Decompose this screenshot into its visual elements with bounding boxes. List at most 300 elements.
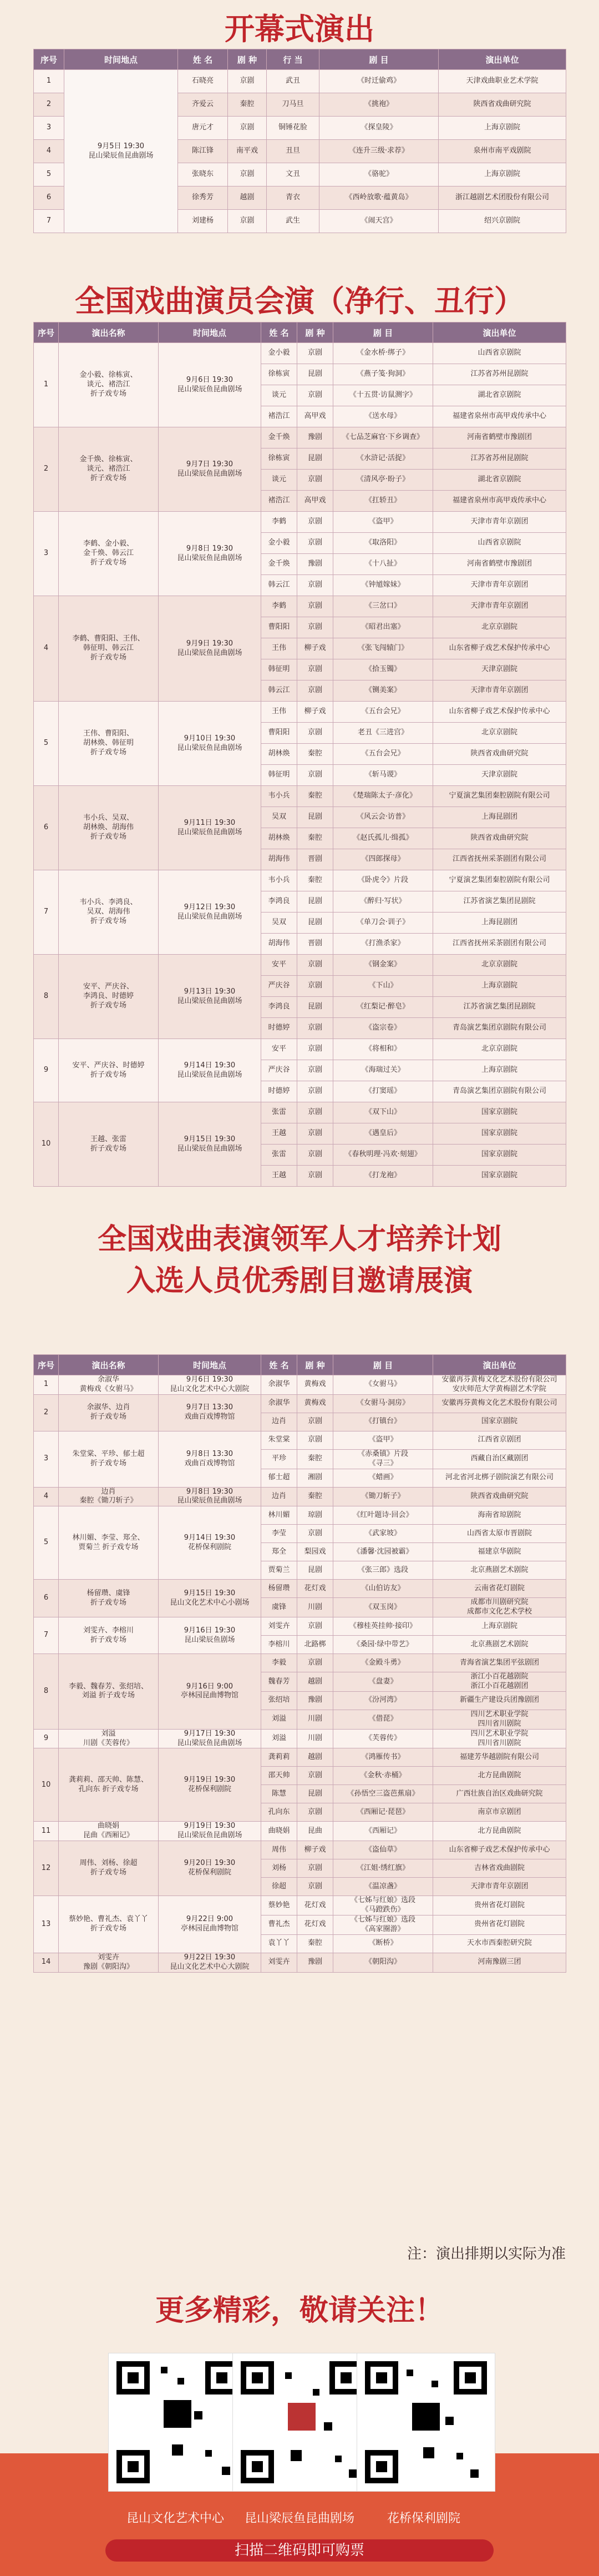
column-header: 剧 目 [333, 322, 433, 343]
table-cell: 川剧 [297, 1729, 333, 1748]
qr-code-3[interactable] [357, 2353, 495, 2491]
table-cell: 《红梨记·醉皂》 [333, 997, 433, 1018]
program-name: 刘雯卉、李榕川 折子戏专场 [59, 1617, 159, 1654]
table-cell: 《赵氏孤儿·缉孤》 [333, 828, 433, 849]
row-number: 1 [34, 70, 64, 93]
table-cell: 西藏自治区藏剧团 [433, 1449, 566, 1469]
row-number: 9 [34, 1039, 59, 1102]
table-cell: 京剧 [297, 1878, 333, 1896]
table-cell: 《探皇陵》 [319, 117, 439, 140]
table-cell: 京剧 [297, 596, 333, 617]
row-number: 2 [34, 1394, 59, 1431]
program-name: 林川媚、李莹、郑全、 贾菊兰 折子戏专场 [59, 1506, 159, 1580]
actor-title: 全国戏曲演员会演（净行、丑行） [75, 284, 524, 319]
table-cell: 《风云会·访普》 [333, 807, 433, 828]
column-header: 演出单位 [433, 322, 566, 343]
table-cell: 刘溢 [261, 1729, 297, 1748]
table-cell: 京剧 [297, 617, 333, 638]
table-cell: 《斩马谡》 [333, 765, 433, 786]
table-cell: 《昭君出塞》 [333, 617, 433, 638]
row-number: 5 [34, 163, 64, 186]
table-cell: 边肖 [261, 1413, 297, 1431]
table-cell: 陕西省戏曲研究院 [433, 744, 566, 765]
table-row [34, 1506, 566, 1525]
program-name: 安平、严庆谷、时德婷 折子戏专场 [59, 1039, 159, 1102]
table-cell: 高甲戏 [297, 406, 333, 427]
scan-to-buy[interactable]: 扫描二维码即可购票 [105, 2539, 494, 2562]
table-cell: 《断桥》 [333, 1934, 433, 1953]
table-cell: 湘剧 [297, 1469, 333, 1487]
table-cell: 青衣 [267, 186, 319, 210]
table-cell: 《挑袍》 [319, 93, 439, 117]
table-cell: 曹礼杰 [261, 1915, 297, 1935]
table-cell: 豫剧 [297, 1691, 333, 1710]
table-row [34, 596, 566, 617]
table-cell: 《温凉盏》 [333, 1878, 433, 1896]
table-cell: 上海京剧院 [433, 976, 566, 997]
table-cell: 昆剧 [297, 891, 333, 913]
table-row [34, 1431, 566, 1449]
column-header: 序号 [34, 49, 64, 70]
table-cell: 《鸿雁传书》 [333, 1748, 433, 1767]
table-row [34, 1617, 566, 1636]
program-name: 李鹤、金小毅、 金千焕、韩云江 折子戏专场 [59, 512, 159, 596]
table-cell: 安平 [261, 1039, 297, 1060]
time-place-cell: 9月7日 19:30 昆山梁辰鱼昆曲剧场 [159, 427, 261, 512]
table-cell: 张晓东 [178, 163, 228, 186]
table-cell: 《盗甲》 [333, 1431, 433, 1449]
table-cell: 陈江锋 [178, 140, 228, 163]
time-place-cell: 9月19日 19:30 昆山梁辰鱼昆曲剧场 [159, 1822, 261, 1841]
table-cell: 梨园戏 [297, 1543, 333, 1561]
table-cell: 上海京剧院 [439, 163, 566, 186]
table-cell: 山西省京剧院 [433, 343, 566, 364]
table-cell: 京剧 [297, 1617, 333, 1636]
table-cell: 京剧 [228, 117, 267, 140]
table-cell: 天津市青年京剧团 [433, 1878, 566, 1896]
column-header: 姓 名 [261, 322, 297, 343]
table-cell: 上海京剧院 [439, 117, 566, 140]
table-cell: 郑全 [261, 1543, 297, 1561]
row-number: 3 [34, 512, 59, 596]
talent-table [33, 1354, 566, 1973]
table-cell: 韩征明 [261, 765, 297, 786]
table-cell: 《打镇台》 [333, 1413, 433, 1431]
table-cell: 北京燕剧艺术剧院 [433, 1561, 566, 1580]
table-cell: 安平 [261, 955, 297, 976]
table-cell: 河南省鹤壁市豫剧团 [433, 554, 566, 575]
table-cell: 北京京剧院 [433, 955, 566, 976]
table-cell: 国家京剧院 [433, 1102, 566, 1123]
table-cell: 青海省演艺集团平弦剧团 [433, 1654, 566, 1672]
program-name: 曲晓娟 昆曲《西厢记》 [59, 1822, 159, 1841]
table-cell: 《打窦瑶》 [333, 1081, 433, 1102]
table-cell: 安徽再芬黄梅文化艺术股份有限公司 [433, 1394, 566, 1413]
table-cell: 《铡美案》 [333, 680, 433, 702]
actor-table [33, 322, 566, 1187]
table-cell: 湖北省京剧院 [433, 385, 566, 406]
table-cell: 京剧 [297, 385, 333, 406]
row-number: 11 [34, 1822, 59, 1841]
table-cell: 老丑《三进宫》 [333, 723, 433, 744]
table-cell: 《女驸马》 [333, 1375, 433, 1395]
row-number: 6 [34, 786, 59, 870]
table-cell: 徐栋寅 [261, 448, 297, 470]
table-cell: 陕西省戏曲研究院 [433, 1487, 566, 1506]
table-row [34, 1487, 566, 1506]
table-cell: 《朝阳沟》 [333, 1953, 433, 1972]
table-cell: 《海瑞过关》 [333, 1060, 433, 1081]
program-name: 金千焕、徐栋寅、 谈元、褚浩江 折子戏专场 [59, 427, 159, 512]
table-cell: 花灯戏 [297, 1896, 333, 1915]
time-place-cell: 9月12日 19:30 昆山梁辰鱼昆曲剧场 [159, 870, 261, 955]
table-cell: 柳子戏 [297, 1841, 333, 1859]
table-cell: 《五台会兄》 [333, 702, 433, 723]
time-place-cell: 9月6日 19:30 昆山梁辰鱼昆曲剧场 [159, 343, 261, 427]
table-cell: 《汾河湾》 [333, 1691, 433, 1710]
column-header: 剧 种 [297, 1355, 333, 1375]
table-cell: 昆剧 [297, 807, 333, 828]
table-cell: 京剧 [297, 1123, 333, 1145]
program-name: 刘溢 川剧《芙蓉传》 [59, 1729, 159, 1748]
column-header: 剧 目 [333, 1355, 433, 1375]
table-cell: 胡海伟 [261, 934, 297, 955]
table-row [34, 870, 566, 891]
time-place-cell: 9月11日 19:30 昆山梁辰鱼昆曲剧场 [159, 786, 261, 870]
table-cell: 余淑华 [261, 1375, 297, 1395]
column-header: 演出名称 [59, 1355, 159, 1375]
program-name: 朱堂棠、平珍、郁士超 折子戏专场 [59, 1431, 159, 1487]
table-cell: 京剧 [297, 1431, 333, 1449]
table-cell: 昆剧 [297, 997, 333, 1018]
table-cell: 黄梅戏 [297, 1394, 333, 1413]
table-cell: 南京市京剧团 [433, 1803, 566, 1822]
table-cell: 京剧 [297, 1145, 333, 1166]
time-place-cell: 9月14日 19:30 昆山梁辰鱼昆曲剧场 [159, 1039, 261, 1102]
table-cell: 海南省琼剧院 [433, 1506, 566, 1525]
table-row [34, 1394, 566, 1413]
table-cell: 《五台会兄》 [333, 744, 433, 765]
table-cell: 《取洛阳》 [333, 533, 433, 554]
table-row [34, 1375, 566, 1395]
row-number: 3 [34, 117, 64, 140]
table-cell: 豫剧 [297, 554, 333, 575]
table-cell: 李鹤 [261, 596, 297, 617]
table-cell: 浙江越剧艺术团股份有限公司 [439, 186, 566, 210]
table-cell: 贵州省花灯剧院 [433, 1915, 566, 1935]
time-place-cell: 9月8日 19:30 昆山梁辰鱼昆曲剧场 [159, 1487, 261, 1506]
program-name: 金小毅、徐栋寅、 谈元、褚浩江 折子戏专场 [59, 343, 159, 427]
table-cell: 《武家坡》 [333, 1525, 433, 1543]
time-place-cell: 9月15日 19:30 昆山文化艺术中心小剧场 [159, 1580, 261, 1617]
row-number: 4 [34, 596, 59, 702]
row-number: 10 [34, 1748, 59, 1822]
table-cell: 山东省柳子戏艺术保护传承中心 [433, 638, 566, 659]
table-cell: 京剧 [297, 1102, 333, 1123]
table-cell: 昆剧 [297, 364, 333, 385]
table-cell: 《潘馨·沈园被霸》 [333, 1543, 433, 1561]
table-cell: 江苏省苏州昆剧院 [433, 364, 566, 385]
table-cell: 天水市西秦腔研究院 [433, 1934, 566, 1953]
qr-code-2[interactable] [233, 2353, 370, 2491]
row-number: 4 [34, 1487, 59, 1506]
row-number: 1 [34, 1375, 59, 1395]
table-cell: 《山伯访友》 [333, 1580, 433, 1598]
talent-title-2: 入选人员优秀剧目邀请展演 [126, 1264, 473, 1298]
time-place-cell: 9月22日 9:00 亭林园昆曲博物馆 [159, 1896, 261, 1953]
table-cell: 《七姊与红娘》选段 《马蹬跌伤》 [333, 1896, 433, 1915]
table-cell: 福建省泉州市高甲戏传承中心 [433, 406, 566, 427]
row-number: 4 [34, 140, 64, 163]
table-cell: 上海昆剧团 [433, 807, 566, 828]
table-row [34, 702, 566, 723]
table-row [34, 786, 566, 807]
table-cell: 天津市青年京剧团 [433, 575, 566, 596]
table-cell: 《盗仙草》 [333, 1841, 433, 1859]
table-cell: 京剧 [228, 70, 267, 93]
table-cell: 《双玉岗》 [333, 1598, 433, 1617]
table-cell: 北京京剧院 [433, 617, 566, 638]
row-number: 6 [34, 186, 64, 210]
table-cell: 余淑华 [261, 1394, 297, 1413]
table-cell: 花灯戏 [297, 1580, 333, 1598]
table-cell: 越剧 [297, 1748, 333, 1767]
table-cell: 贵州省花灯剧院 [433, 1896, 566, 1915]
row-number: 9 [34, 1729, 59, 1748]
table-header-row [34, 322, 566, 343]
table-cell: 邵天帅 [261, 1767, 297, 1785]
time-place-cell: 9月16日 19:30 昆山梁辰鱼剧场 [159, 1617, 261, 1654]
table-cell: 《清风亭·盼子》 [333, 470, 433, 491]
row-number: 10 [34, 1102, 59, 1187]
table-cell: 《双下山》 [333, 1102, 433, 1123]
table-cell: 江苏省苏州昆剧院 [433, 448, 566, 470]
table-cell: 京剧 [297, 765, 333, 786]
row-number: 6 [34, 1580, 59, 1617]
time-place-cell: 9月14日 19:30 花桥保利剧院 [159, 1506, 261, 1580]
table-cell: 晋剧 [297, 849, 333, 870]
table-cell: 《江姐·绣红旗》 [333, 1859, 433, 1878]
table-cell: 天津市青年京剧团 [433, 596, 566, 617]
table-cell: 唐元才 [178, 117, 228, 140]
table-cell: 成都市川剧研究院 成都市文化艺术学校 [433, 1598, 566, 1617]
table-cell: 《盗甲》 [333, 512, 433, 533]
table-cell: 四川艺术职业学院 四川省川剧院 [433, 1729, 566, 1748]
table-cell: 陕西省戏曲研究院 [439, 93, 566, 117]
table-cell: 《张三郎》选段 [333, 1561, 433, 1580]
table-cell: 李鸿良 [261, 891, 297, 913]
table-cell: 北京京剧院 [433, 723, 566, 744]
program-name: 韦小兵、李鸿良、 吴双、胡海伟 折子戏专场 [59, 870, 159, 955]
table-cell: 福建芳华越剧院有限公司 [433, 1748, 566, 1767]
table-cell: 《张飞闯辕门》 [333, 638, 433, 659]
table-cell: 陕西省戏曲研究院 [433, 828, 566, 849]
table-cell: 《春秋明理·冯欢·刻翅》 [333, 1145, 433, 1166]
time-place-cell: 9月15日 19:30 昆山梁辰鱼昆曲剧场 [159, 1102, 261, 1187]
table-cell: 京剧 [297, 1859, 333, 1878]
table-row [34, 955, 566, 976]
table-cell: 国家京剧院 [433, 1413, 566, 1431]
table-cell: 《十五贯·访鼠测字》 [333, 385, 433, 406]
table-cell: 青岛演艺集团京剧院有限公司 [433, 1018, 566, 1039]
qr-label-1: 昆山文化艺术中心 [126, 2512, 224, 2525]
table-cell: 京剧 [297, 1525, 333, 1543]
table-cell: 蔡妙艳 [261, 1896, 297, 1915]
table-cell: 韦小兵 [261, 786, 297, 807]
table-cell: 秦腔 [297, 828, 333, 849]
table-cell: 严庆谷 [261, 976, 297, 997]
table-cell: 孔向东 [261, 1803, 297, 1822]
time-place-cell: 9月6日 19:30 昆山文化艺术中心大剧院 [159, 1375, 261, 1395]
table-cell: 《水浒记·活捉》 [333, 448, 433, 470]
table-cell: 天津京剧院 [433, 659, 566, 680]
program-name: 李毅、魏春芳、张绍培、 刘溢 折子戏专场 [59, 1654, 159, 1730]
table-cell: 上海京剧院 [433, 1060, 566, 1081]
column-header: 剧 种 [228, 49, 267, 70]
table-cell: 曲晓娟 [261, 1822, 297, 1841]
table-cell: 平珍 [261, 1449, 297, 1469]
row-number: 7 [34, 210, 64, 233]
table-cell: 《十八扯》 [333, 554, 433, 575]
table-cell: 《盗宗卷》 [333, 1018, 433, 1039]
table-cell: 金小毅 [261, 533, 297, 554]
table-cell: 秦腔 [297, 744, 333, 765]
table-cell: 《金秋·赤桶》 [333, 1767, 433, 1785]
table-cell: 川剧 [297, 1710, 333, 1729]
time-place-cell: 9月20日 19:30 花桥保利剧院 [159, 1841, 261, 1896]
table-cell: 褚浩江 [261, 406, 297, 427]
program-name: 王越、张雷 折子戏专场 [59, 1102, 159, 1187]
table-cell: 京剧 [297, 1767, 333, 1785]
table-cell: 《七姊与红娘》选段 《高家圈游》 [333, 1915, 433, 1935]
time-place-cell: 9月9日 19:30 昆山梁辰鱼昆曲剧场 [159, 596, 261, 702]
table-cell: 褚浩江 [261, 491, 297, 512]
table-cell: 李毅 [261, 1654, 297, 1672]
table-cell: 《卧虎令》片段 [333, 870, 433, 891]
column-header: 剧 种 [297, 322, 333, 343]
table-cell: 北路梆 [297, 1636, 333, 1654]
table-row [34, 1841, 566, 1859]
table-cell: 福建省泉州市高甲戏传承中心 [433, 491, 566, 512]
table-row [34, 1896, 566, 1915]
table-header-row [34, 1355, 566, 1375]
table-cell: 新疆生产建设兵团豫剧团 [433, 1691, 566, 1710]
table-header-row [34, 49, 566, 70]
table-cell: 《闹天宫》 [319, 210, 439, 233]
table-cell: 河南豫剧三团 [433, 1953, 566, 1972]
table-cell: 昆剧 [297, 1785, 333, 1803]
table-cell: 京剧 [297, 1039, 333, 1060]
program-name: 李鹤、曹阳阳、王伟、 韩征明、韩云江 折子戏专场 [59, 596, 159, 702]
table-cell: 《下山》 [333, 976, 433, 997]
row-number: 2 [34, 427, 59, 512]
table-cell: 天津京剧院 [433, 765, 566, 786]
program-name: 王伟、曹阳阳、 胡林焕、韩征明 折子戏专场 [59, 702, 159, 786]
table-cell: 王伟 [261, 638, 297, 659]
table-cell: 花灯戏 [297, 1915, 333, 1935]
column-header: 时间地点 [159, 1355, 261, 1375]
table-cell: 贾菊兰 [261, 1561, 297, 1580]
table-row [34, 1953, 566, 1972]
table-cell: 虞锋 [261, 1598, 297, 1617]
table-cell: 《借琵》 [333, 1710, 433, 1729]
table-row [34, 1729, 566, 1748]
table-cell: 韩云江 [261, 575, 297, 596]
table-cell: 刘雯卉 [261, 1953, 297, 1972]
table-cell: 吴双 [261, 807, 297, 828]
time-place-cell: 9月17日 19:30 昆山梁辰鱼昆曲剧场 [159, 1729, 261, 1748]
qr-code-1[interactable] [109, 2353, 246, 2491]
table-cell: 杨留瓒 [261, 1580, 297, 1598]
table-row [34, 70, 566, 93]
table-row [34, 1102, 566, 1123]
table-cell: 刘杨 [261, 1859, 297, 1878]
table-cell: 张雷 [261, 1102, 297, 1123]
table-cell: 《遇皇后》 [333, 1123, 433, 1145]
column-header: 序号 [34, 1355, 59, 1375]
table-cell: 上海京剧院 [433, 1617, 566, 1636]
time-place-cell: 9月8日 13:30 戏曲百戏博物馆 [159, 1431, 261, 1487]
table-cell: 北京京剧院 [433, 1039, 566, 1060]
table-cell: 金千焕 [261, 554, 297, 575]
table-cell: 京剧 [297, 1654, 333, 1672]
table-cell: 时德婷 [261, 1081, 297, 1102]
row-number: 3 [34, 1431, 59, 1487]
row-number: 8 [34, 1654, 59, 1730]
column-header: 姓 名 [178, 49, 228, 70]
table-cell: 山西省太原市晋剧院 [433, 1525, 566, 1543]
time-place-cell: 9月10日 19:30 昆山梁辰鱼昆曲剧场 [159, 702, 261, 786]
table-cell: 越剧 [228, 186, 267, 210]
table-cell: 宁夏演艺集团秦腔剧院有限公司 [433, 786, 566, 807]
table-cell: 秦腔 [297, 786, 333, 807]
table-cell: 京剧 [297, 1413, 333, 1431]
table-cell: 云南省花灯剧院 [433, 1580, 566, 1598]
table-cell: 泉州市南平戏剧院 [439, 140, 566, 163]
more-exciting: 更多精彩，敬请关注！ [155, 2294, 444, 2327]
table-cell: 《醉归·写状》 [333, 891, 433, 913]
table-cell: 朱堂棠 [261, 1431, 297, 1449]
table-cell: 王越 [261, 1123, 297, 1145]
row-number: 12 [34, 1841, 59, 1896]
table-cell: 郁士超 [261, 1469, 297, 1487]
table-row [34, 1039, 566, 1060]
table-cell: 天津市青年京剧团 [433, 680, 566, 702]
row-number: 5 [34, 1506, 59, 1580]
time-place-cell: 9月8日 19:30 昆山梁辰鱼昆曲剧场 [159, 512, 261, 596]
program-name: 边肖 秦腔《锄刀斩子》 [59, 1487, 159, 1506]
table-cell: 《女驸马·洞房》 [333, 1394, 433, 1413]
table-cell: 昆曲 [297, 1822, 333, 1841]
table-cell: 石晓亮 [178, 70, 228, 93]
column-header: 演出名称 [59, 322, 159, 343]
table-cell: 《楚瑞陈太子·彦化》 [333, 786, 433, 807]
table-cell: 《赤桑镇》片段 《寻三》 [333, 1449, 433, 1469]
table-cell: 《红叶题诗·回会》 [333, 1506, 433, 1525]
table-cell: 秦腔 [228, 93, 267, 117]
program-name: 余淑华 黄梅戏《女驸马》 [59, 1375, 159, 1395]
table-cell: 《金殿斗勇》 [333, 1654, 433, 1672]
table-cell: 《金水桥·绑子》 [333, 343, 433, 364]
table-cell: 《穆桂英挂帅·接印》 [333, 1617, 433, 1636]
table-cell: 《燕子笺·狗洞》 [333, 364, 433, 385]
table-row [34, 1654, 566, 1672]
table-cell: 国家京剧院 [433, 1145, 566, 1166]
table-cell: 周伟 [261, 1841, 297, 1859]
table-cell: 曹阳阳 [261, 723, 297, 744]
opening-title: 开幕式演出 [225, 12, 374, 47]
table-cell: 《芙蓉传》 [333, 1729, 433, 1748]
